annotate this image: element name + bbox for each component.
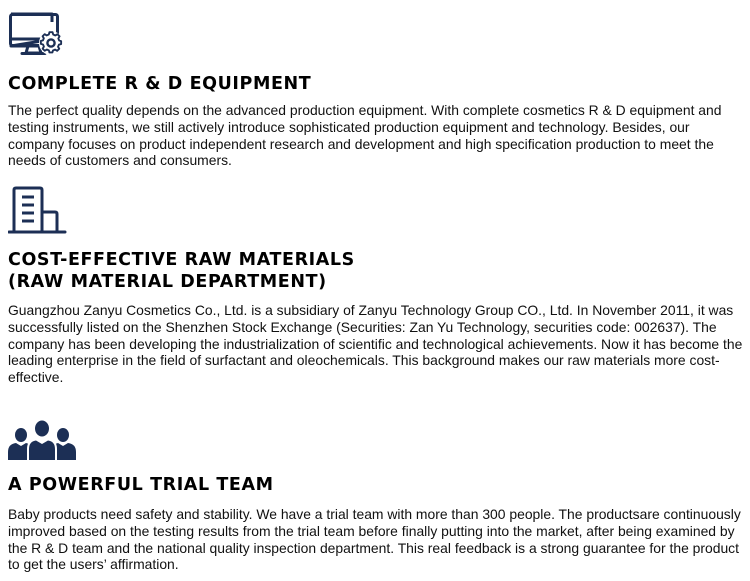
section-description: Baby products need safety and stability. We have a trial team with more than 300 people. The productsare continuously improved based on the testing results from the trial team before finally putting into the market, after being examined by the R & D team and the national quality inspection department. This real feedback is a strong guarantee for the product to get the users’ affirmation.	[8, 506, 741, 573]
section-trial-team	[8, 419, 746, 573]
section-description: The perfect quality depends on the advanced production equipment. With complete cosmetics R & D equipment and testing instruments, we still actively introduce sophisticated production equipment and technology. Besides, our company focuses on product independent research and development and high specification production to meet the needs of customers and consumers.	[8, 102, 722, 169]
section-description: Guangzhou Zanyu Cosmetics Co., Ltd. is a subsidiary of Zanyu Technology Group CO., Ltd. In November 2011, it was successfully listed on the Shenzhen Stock Exchange (Securities: Zan Yu Technology, securities code: 002637). The company has been developing the industrialization of scientific and technological achievements. Now it has become the leading enterprise in the field of surfactant and oleochemicals. This background makes our raw materials more cost-effective.	[8, 302, 743, 386]
section-title	[8, 73, 746, 95]
section-title	[8, 249, 746, 293]
section-title-line: A POWERFUL TRIAL TEAM	[8, 475, 274, 495]
monitor-gear-icon	[8, 12, 746, 63]
section-rd-equipment	[8, 12, 746, 169]
section-title-line: (RAW MATERIAL DEPARTMENT)	[8, 272, 327, 292]
section-title-line: COMPLETE R & D EQUIPMENT	[8, 74, 312, 94]
team-people-icon	[8, 419, 746, 466]
section-title	[8, 474, 746, 496]
section-raw-materials	[8, 186, 746, 386]
section-title-line: COST-EFFECTIVE RAW MATERIALS	[8, 250, 355, 270]
building-document-icon	[8, 186, 746, 239]
